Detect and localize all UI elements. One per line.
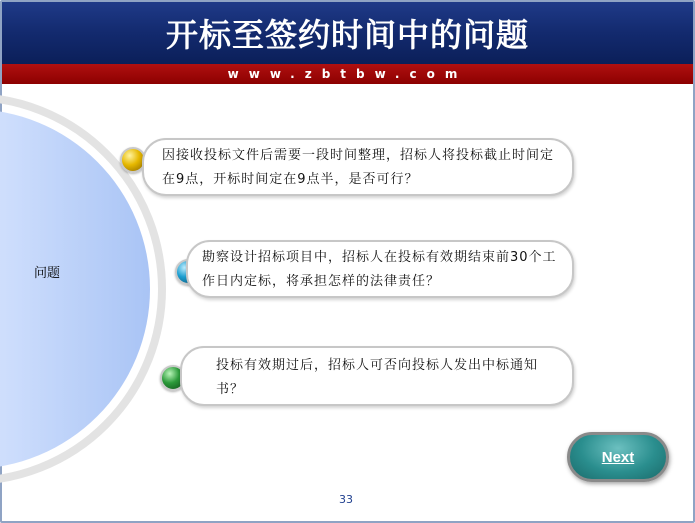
- next-button-label[interactable]: Next: [601, 448, 635, 466]
- next-button[interactable]: [567, 432, 669, 482]
- page-number: 33: [339, 493, 353, 506]
- question-bubble-1: [142, 138, 574, 196]
- question-bubble-3: [180, 346, 574, 406]
- question-text-1: 因接收投标文件后需要一段时间整理，招标人将投标截止时间定在9点，开标时间定在9点半，是否可行？: [162, 148, 555, 187]
- title-bar: [2, 2, 693, 64]
- slide-title: 开标至签约时间中的问题: [165, 16, 529, 54]
- website-banner: [2, 64, 693, 84]
- question-text-3: 投标有效期过后，招标人可否向投标人发出中标通知书？: [216, 358, 539, 397]
- topic-label: 问题: [34, 266, 61, 281]
- website-url: www.zbtbw.com: [227, 67, 468, 81]
- question-text-2: 勘察设计招标项目中，招标人在投标有效期结束前30个工作日内定标，将承担怎样的法律责任？: [202, 250, 557, 289]
- question-bubble-2: [186, 240, 574, 298]
